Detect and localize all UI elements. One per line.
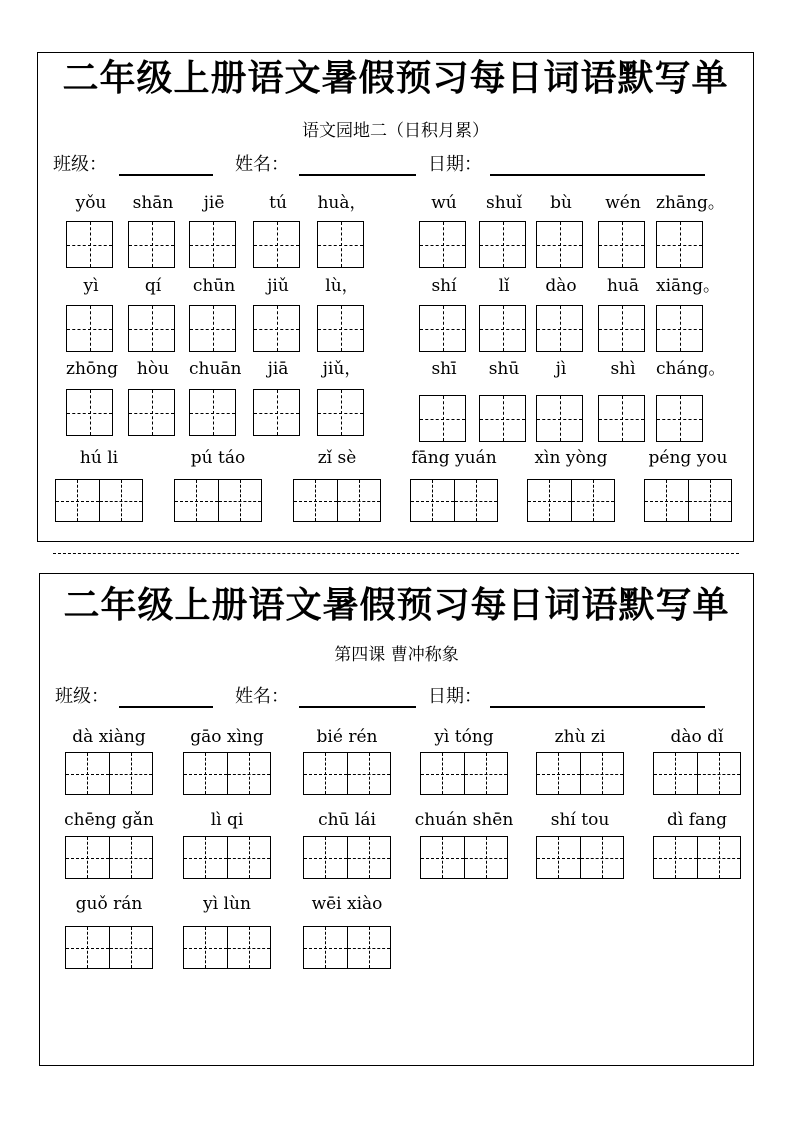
name-label: 姓名： (235, 154, 289, 175)
pinyin-label: gāo xìng (190, 727, 264, 747)
date-blank[interactable] (490, 174, 705, 176)
tian-zi-box[interactable] (536, 221, 583, 268)
name-blank[interactable] (299, 174, 416, 176)
pinyin-label: yì lùn (203, 894, 251, 914)
tian-zi-box[interactable] (479, 395, 526, 442)
pinyin-label: chēng gǎn (64, 810, 154, 830)
class-label: 班级： (55, 686, 109, 707)
pinyin-label: wú (431, 193, 457, 213)
pinyin-label: huà， (317, 193, 367, 213)
pinyin-label: zǐ sè (317, 448, 357, 468)
tian-zi-box[interactable] (419, 305, 466, 352)
word-writing-box[interactable] (653, 836, 741, 879)
pinyin-label: tú (269, 193, 287, 213)
pinyin-label: chuān (189, 359, 242, 379)
pinyin-label: dì fang (667, 810, 727, 830)
tian-zi-box[interactable] (66, 221, 113, 268)
tian-zi-box[interactable] (66, 305, 113, 352)
pinyin-label: zhù zi (554, 727, 606, 747)
pinyin-label: fāng yuán (411, 448, 497, 468)
tian-zi-box[interactable] (253, 305, 300, 352)
pinyin-label: shū (488, 359, 520, 379)
tian-zi-box[interactable] (66, 389, 113, 436)
pinyin-label: cháng。 (656, 359, 726, 379)
word-writing-box[interactable] (183, 836, 271, 879)
pinyin-label: xìn yòng (534, 448, 608, 468)
tian-zi-box[interactable] (598, 305, 645, 352)
pinyin-label: hú li (79, 448, 119, 468)
pinyin-label: shí (431, 276, 457, 296)
class-label: 班级： (53, 154, 107, 175)
pinyin-label: lǐ (498, 276, 510, 296)
pinyin-label: bié rén (316, 727, 378, 747)
pinyin-label: jiē (203, 193, 225, 213)
pinyin-label: jì (555, 359, 567, 379)
worksheet-1 (37, 52, 754, 542)
pinyin-label: hòu (136, 359, 170, 379)
tian-zi-box[interactable] (536, 305, 583, 352)
date-blank[interactable] (490, 706, 705, 708)
tian-zi-box[interactable] (656, 221, 703, 268)
word-writing-box[interactable] (65, 836, 153, 879)
class-blank[interactable] (119, 706, 213, 708)
tian-zi-box[interactable] (479, 305, 526, 352)
tian-zi-box[interactable] (536, 395, 583, 442)
pinyin-label: lù， (325, 276, 359, 296)
pinyin-label: chūn (192, 276, 236, 296)
word-writing-box[interactable] (410, 479, 498, 522)
pinyin-label: dào dǐ (670, 727, 724, 747)
word-writing-box[interactable] (174, 479, 262, 522)
tian-zi-box[interactable] (598, 395, 645, 442)
tian-zi-box[interactable] (317, 389, 364, 436)
pinyin-label: wén (605, 193, 641, 213)
tian-zi-box[interactable] (189, 221, 236, 268)
lesson-subtitle: 语文园地二（日积月累） (302, 121, 489, 141)
word-writing-box[interactable] (303, 836, 391, 879)
tian-zi-box[interactable] (128, 305, 175, 352)
pinyin-label: huā (606, 276, 640, 296)
worksheet-title: 二年级上册语文暑假预习每日词语默写单 (62, 58, 729, 99)
pinyin-label: yì tóng (434, 727, 494, 747)
cut-line (53, 553, 739, 554)
pinyin-label: yì (83, 276, 99, 296)
pinyin-label: péng you (648, 448, 728, 468)
pinyin-label: pú táo (190, 448, 246, 468)
word-writing-box[interactable] (183, 926, 271, 969)
tian-zi-box[interactable] (128, 389, 175, 436)
pinyin-label: jiǔ (267, 276, 289, 296)
pinyin-label: dà xiàng (72, 727, 146, 747)
word-writing-box[interactable] (420, 752, 508, 795)
date-label: 日期： (428, 686, 482, 707)
word-writing-box[interactable] (55, 479, 143, 522)
word-writing-box[interactable] (644, 479, 732, 522)
pinyin-label: chū lái (318, 810, 376, 830)
pinyin-label: bù (550, 193, 572, 213)
tian-zi-box[interactable] (419, 221, 466, 268)
word-writing-box[interactable] (653, 752, 741, 795)
pinyin-label: lì qi (210, 810, 244, 830)
tian-zi-box[interactable] (253, 221, 300, 268)
pinyin-label: qí (144, 276, 162, 296)
name-label: 姓名： (235, 686, 289, 707)
tian-zi-box[interactable] (656, 305, 703, 352)
word-writing-box[interactable] (303, 752, 391, 795)
word-writing-box[interactable] (293, 479, 381, 522)
tian-zi-box[interactable] (598, 221, 645, 268)
tian-zi-box[interactable] (253, 389, 300, 436)
name-blank[interactable] (299, 706, 416, 708)
pinyin-label: yǒu (75, 193, 107, 213)
tian-zi-box[interactable] (317, 305, 364, 352)
word-writing-box[interactable] (536, 752, 624, 795)
pinyin-label: dào (545, 276, 577, 296)
worksheet-title: 二年级上册语文暑假预习每日词语默写单 (63, 585, 730, 626)
pinyin-label: shī (431, 359, 457, 379)
tian-zi-box[interactable] (419, 395, 466, 442)
tian-zi-box[interactable] (317, 221, 364, 268)
word-writing-box[interactable] (65, 926, 153, 969)
pinyin-label: chuán shēn (414, 810, 514, 830)
word-writing-box[interactable] (527, 479, 615, 522)
pinyin-label: jiǔ， (322, 359, 362, 379)
pinyin-label: shān (132, 193, 174, 213)
date-label: 日期： (428, 154, 482, 175)
tian-zi-box[interactable] (189, 389, 236, 436)
tian-zi-box[interactable] (656, 395, 703, 442)
tian-zi-box[interactable] (479, 221, 526, 268)
tian-zi-box[interactable] (128, 221, 175, 268)
pinyin-label: zhōng (66, 359, 118, 379)
tian-zi-box[interactable] (189, 305, 236, 352)
pinyin-label: guǒ rán (75, 894, 143, 914)
pinyin-label: zhāng。 (656, 193, 725, 213)
word-writing-box[interactable] (536, 836, 624, 879)
class-blank[interactable] (119, 174, 213, 176)
pinyin-label: shuǐ (485, 193, 523, 213)
word-writing-box[interactable] (183, 752, 271, 795)
lesson-subtitle: 第四课 曹冲称象 (334, 645, 459, 665)
pinyin-label: jiā (267, 359, 289, 379)
pinyin-label: shì (610, 359, 636, 379)
pinyin-label: wēi xiào (311, 894, 383, 914)
word-writing-box[interactable] (420, 836, 508, 879)
worksheet-2 (39, 573, 754, 1066)
pinyin-label: shí tou (550, 810, 610, 830)
pinyin-label: xiāng。 (656, 276, 720, 296)
word-writing-box[interactable] (65, 752, 153, 795)
word-writing-box[interactable] (303, 926, 391, 969)
